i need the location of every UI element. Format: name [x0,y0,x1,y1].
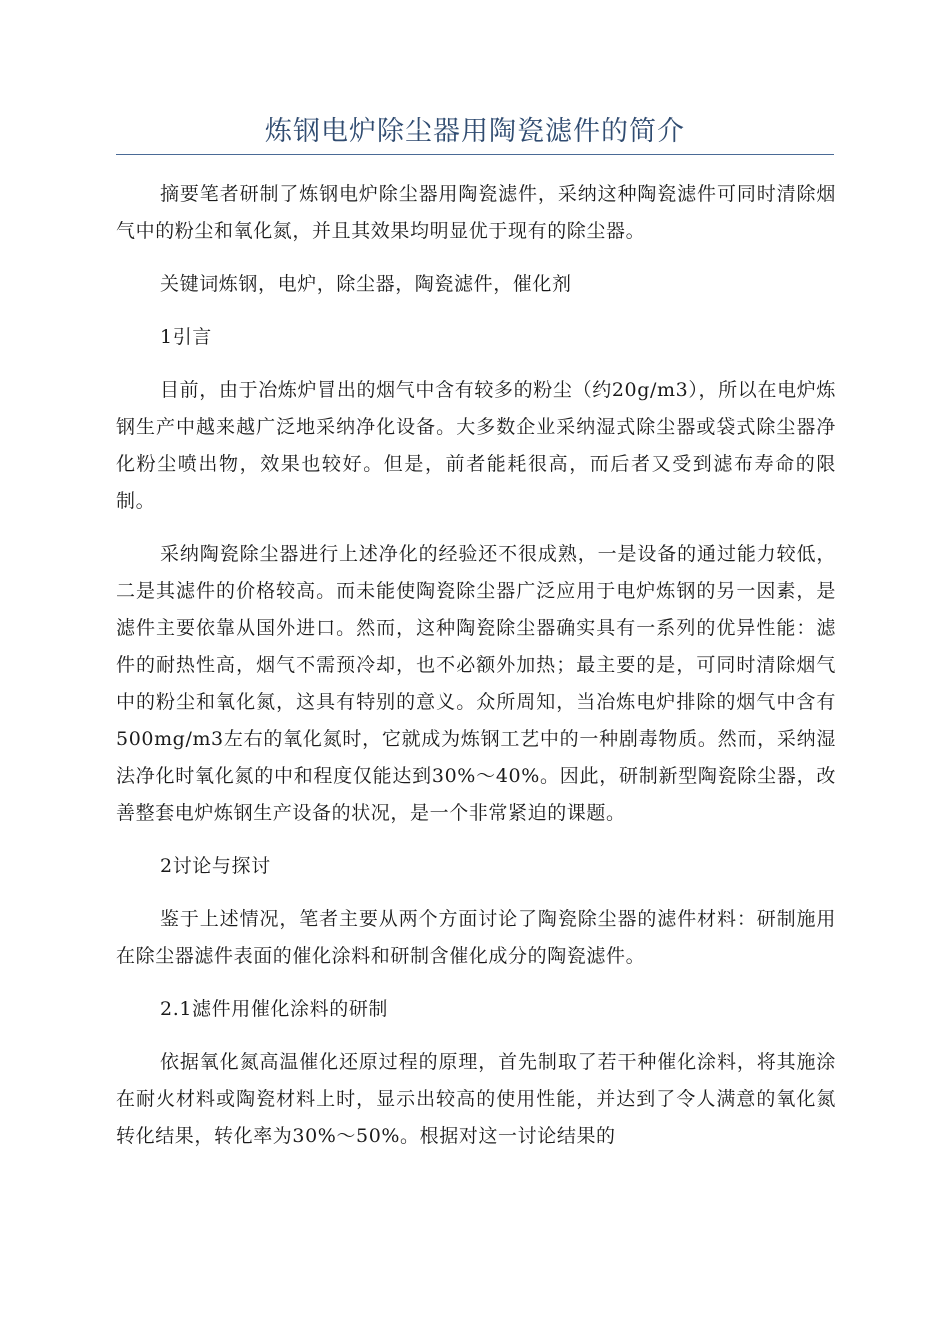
keywords-paragraph: 关键词炼钢，电炉，除尘器，陶瓷滤件，催化剂 [160,273,572,295]
body-paragraph: 目前，由于冶炼炉冒出的烟气中含有较多的粉尘（约20g/m3），所以在电炉炼钢生产中越来越广泛地采纳净化设备。大多数企业采纳湿式除尘器或袋式除尘器净化粉尘喷出物，效果也较好。但是，前者能耗很高，而后者又受到滤布寿命的限制。 [116,379,836,512]
body-paragraph: 鉴于上述情况，笔者主要从两个方面讨论了陶瓷除尘器的滤件材料：研制施用在除尘器滤件表面的催化涂料和研制含催化成分的陶瓷滤件。 [116,908,836,967]
body-paragraph: 采纳陶瓷除尘器进行上述净化的经验还不很成熟，一是设备的通过能力较低，二是其滤件的价格较高。而未能使陶瓷除尘器广泛应用于电炉炼钢的另一因素，是滤件主要依靠从国外进口。然而，这种陶瓷除尘器确实具有一系列的优异性能：滤件的耐热性高，烟气不需预冷却，也不必额外加热；最主要的是，可同时清除烟气中的粉尘和氧化氮，这具有特别的意义。众所周知，当冶炼电炉排除的烟气中含有500mg/m3左右的氧化氮时，它就成为炼钢工艺中的一种剧毒物质。然而，采纳湿法净化时氧化氮的中和程度仅能达到30%～40%。因此，研制新型陶瓷除尘器，改善整套电炉炼钢生产设备的状况，是一个非常紧迫的课题。 [116,543,836,824]
title-underline [116,154,834,155]
section-heading-discussion: 2讨论与探讨 [160,855,271,877]
section-heading-introduction: 1引言 [160,326,212,348]
document-title: 炼钢电炉除尘器用陶瓷滤件的简介 [265,116,685,147]
abstract-paragraph: 摘要笔者研制了炼钢电炉除尘器用陶瓷滤件，采纳这种陶瓷滤件可同时清除烟气中的粉尘和氧化氮，并且其效果均明显优于现有的除尘器。 [116,183,836,242]
document-body [116,176,836,1171]
body-paragraph: 依据氧化氮高温催化还原过程的原理，首先制取了若干种催化涂料，将其施涂在耐火材料或陶瓷材料上时，显示出较高的使用性能，并达到了令人满意的氧化氮转化结果，转化率为30%～50%。根据对这一讨论结果的 [116,1051,836,1147]
subsection-heading-catalytic-coating: 2.1滤件用催化涂料的研制 [160,998,389,1020]
